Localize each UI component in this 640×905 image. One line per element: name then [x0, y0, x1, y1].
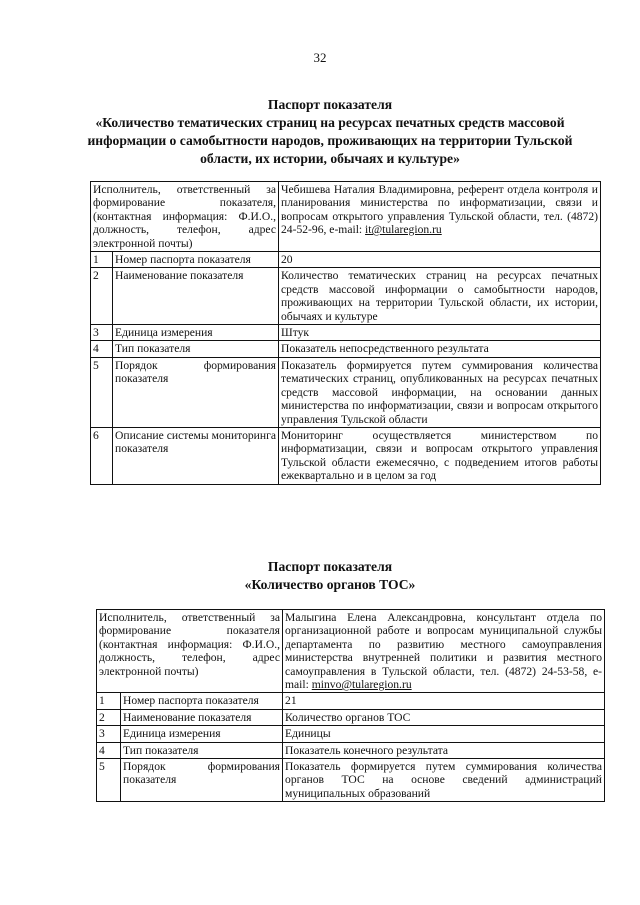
passport-1-subtitle: «Количество тематических страниц на ресурсах печатных средств массовой информации о самобытности народов, проживающих на территории Тульской области, их истории, обычаях и культуре»	[87, 115, 573, 166]
row-value: Штук	[279, 325, 601, 341]
row-number: 6	[91, 427, 113, 484]
passport-2-subtitle: «Количество органов ТОС»	[244, 577, 416, 592]
executor-value	[279, 182, 601, 252]
row-value: Показатель непосредственного результата	[279, 341, 601, 357]
table-row	[97, 693, 605, 709]
table-row	[91, 252, 601, 268]
table-row	[97, 726, 605, 742]
row-label: Тип показателя	[113, 341, 279, 357]
table-row	[97, 709, 605, 725]
table-row	[91, 357, 601, 427]
row-label: Наименование показателя	[113, 268, 279, 325]
executor-label: Исполнитель, ответственный за формирование показателя (контактная информация: Ф.И.О., должность, телефон, адрес электронной почты)	[97, 610, 283, 693]
row-label: Номер паспорта показателя	[113, 252, 279, 268]
row-number: 4	[91, 341, 113, 357]
executor-text: Малыгина Елена Александровна, консультант отдела по организационной работе и вопросам муниципальной службы департамента по развитию местного самоуправления министерства внутренней политики и развития местного самоуправления в Тульской области, тел. (4872) 24-53-58, e-mail:	[285, 611, 603, 692]
row-value: Мониторинг осуществляется министерством по информатизации, связи и вопросам открытого управления Тульской области ежемесячно, с подведением итогов работы ежеквартально и в целом за год	[279, 427, 601, 484]
passport-2-title	[80, 558, 580, 594]
passport-1-heading: Паспорт показателя	[267, 97, 393, 112]
executor-email-link[interactable]: it@tularegion.ru	[365, 223, 442, 237]
row-label: Порядок формирования показателя	[113, 357, 279, 427]
table-row	[91, 268, 601, 325]
row-label: Единица измерения	[121, 726, 283, 742]
row-number: 1	[97, 693, 121, 709]
row-value: Единицы	[283, 726, 605, 742]
passport-1-title	[80, 96, 580, 168]
row-value: Показатель формируется путем суммирования количества органов ТОС на основе сведений администраций муниципальных образований	[283, 759, 605, 802]
table-row	[91, 427, 601, 484]
row-label: Единица измерения	[113, 325, 279, 341]
row-number: 2	[97, 709, 121, 725]
passport-2-table	[96, 609, 605, 802]
row-value: 20	[279, 252, 601, 268]
row-number: 3	[91, 325, 113, 341]
row-label: Описание системы мониторинга показателя	[113, 427, 279, 484]
passport-2-heading: Паспорт показателя	[267, 559, 393, 574]
row-value: Показатель формируется путем суммирования количества тематических страниц, опубликованных на ресурсах печатных средств массовой информации, на основании данных министерства по информатизации, связи и вопросам открытого управления Тульской области	[279, 357, 601, 427]
executor-label: Исполнитель, ответственный за формирование показателя, (контактная информация: Ф.И.О., должность, телефон, адрес электронной почты)	[91, 182, 279, 252]
row-number: 1	[91, 252, 113, 268]
table-row	[91, 341, 601, 357]
row-value: Количество тематических страниц на ресурсах печатных средств массовой информации о самобытности народов, проживающих на территории Тульской области, их истории, обычаях и культуре	[279, 268, 601, 325]
table-row	[91, 325, 601, 341]
executor-text: Чебишева Наталия Владимировна, референт отдела контроля и планирования министерства по информатизации, связи и вопросам открытого управления Тульской области, тел. (4872) 24-52-96, e-mail:	[281, 183, 598, 237]
row-value: 21	[283, 693, 605, 709]
row-value: Показатель конечного результата	[283, 742, 605, 758]
row-number: 5	[91, 357, 113, 427]
row-label: Порядок формирования показателя	[121, 759, 283, 802]
page-number: 32	[313, 50, 327, 65]
executor-email-link[interactable]: minvo@tularegion.ru	[311, 678, 412, 692]
table-row	[97, 742, 605, 758]
table-row	[97, 759, 605, 802]
row-number: 4	[97, 742, 121, 758]
table-row	[91, 182, 601, 252]
row-label: Наименование показателя	[121, 709, 283, 725]
row-value: Количество органов ТОС	[283, 709, 605, 725]
row-number: 2	[91, 268, 113, 325]
row-label: Номер паспорта показателя	[121, 693, 283, 709]
table-row	[97, 610, 605, 693]
passport-1-table	[90, 181, 601, 485]
executor-value	[283, 610, 605, 693]
row-number: 5	[97, 759, 121, 802]
row-label: Тип показателя	[121, 742, 283, 758]
row-number: 3	[97, 726, 121, 742]
